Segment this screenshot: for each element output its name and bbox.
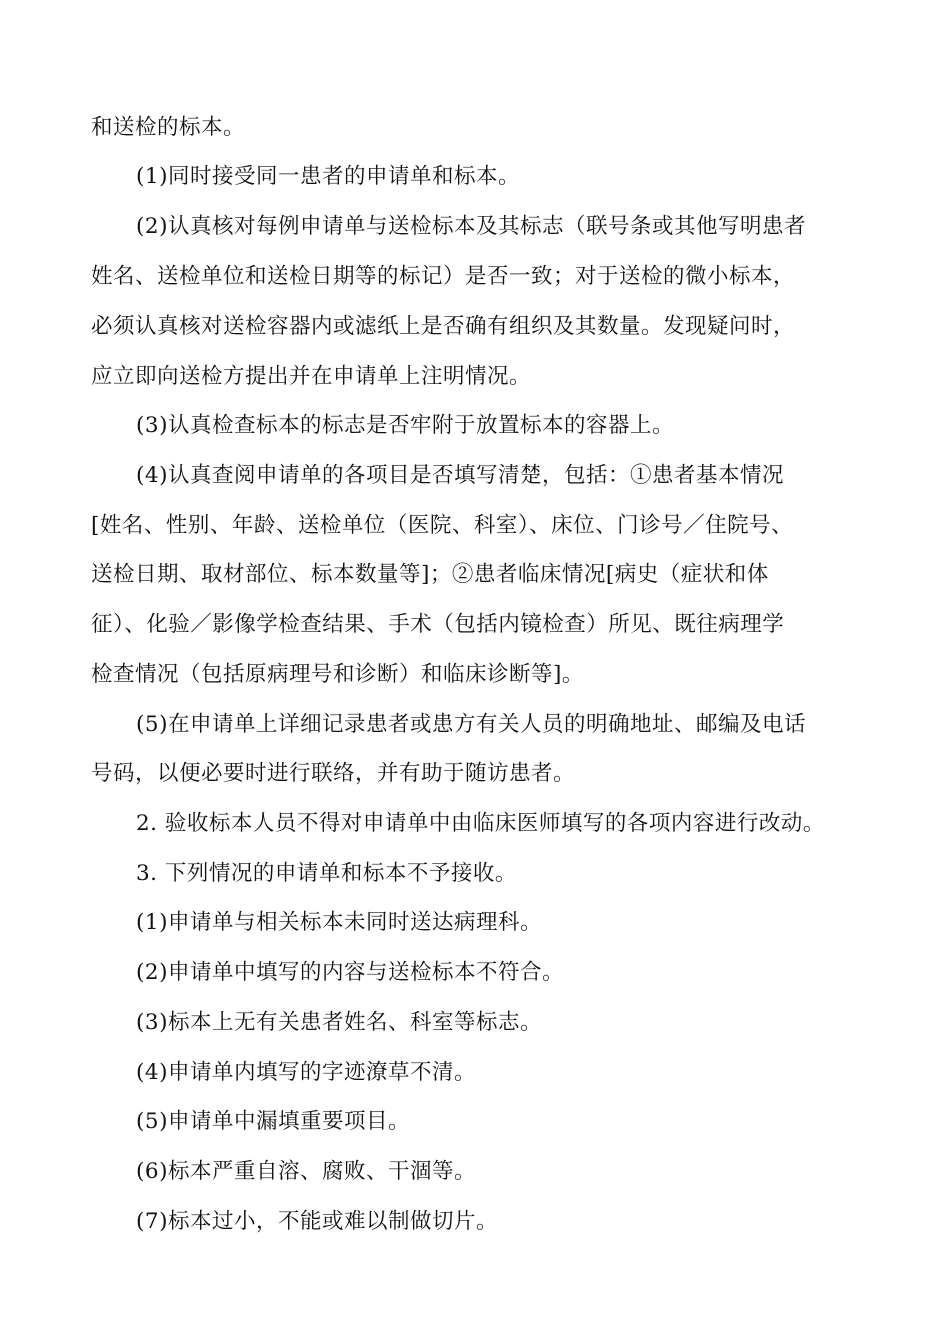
text-line: 检查情况（包括原病理号和诊断）和临床诊断等]。 [91,662,584,687]
section-item: 3. 下列情况的申请单和标本不予接收。 [136,861,517,886]
list-item: (5)申请单中漏填重要项目。 [136,1109,410,1134]
list-item: (4)申请单内填写的字迹潦草不清。 [136,1060,476,1085]
text-line: 送检日期、取材部位、标本数量等]；②患者临床情况[病史（症状和体 [91,562,769,587]
list-item: (4)认真查阅申请单的各项目是否填写清楚，包括：①患者基本情况 [136,463,784,488]
list-item: (1)同时接受同一患者的申请单和标本。 [136,164,520,189]
list-item: (1)申请单与相关标本未同时送达病理科。 [136,910,542,935]
list-item: (3)认真检查标本的标志是否牢附于放置标本的容器上。 [136,413,674,438]
text-line: 和送检的标本。 [91,115,246,140]
list-item: (5)在申请单上详细记录患者或患方有关人员的明确地址、邮编及电话 [136,712,806,737]
list-item: (3)标本上无有关患者姓名、科室等标志。 [136,1010,542,1035]
text-line: [姓名、性别、年龄、送检单位（医院、科室）、床位、门诊号／住院号、 [91,513,794,538]
text-line: 姓名、送检单位和送检日期等的标记）是否一致；对于送检的微小标本， [91,264,796,289]
text-line: 号码，以便必要时进行联络，并有助于随访患者。 [91,761,576,786]
text-line: 征）、化验／影像学检查结果、手术（包括内镜检查）所见、既往病理学 [91,612,785,637]
text-line: 应立即向送检方提出并在申请单上注明情况。 [91,364,532,389]
list-item: (2)申请单中填写的内容与送检标本不符合。 [136,960,564,985]
text-line: 必须认真核对送检容器内或滤纸上是否确有组织及其数量。发现疑问时， [91,314,796,339]
section-item: 2. 验收标本人员不得对申请单中由临床医师填写的各项内容进行改动。 [136,811,825,836]
list-item: (6)标本严重自溶、腐败、干涸等。 [136,1159,476,1184]
list-item: (7)标本过小，不能或难以制做切片。 [136,1209,498,1234]
list-item: (2)认真核对每例申请单与送检标本及其标志（联号条或其他写明患者 [136,214,806,239]
